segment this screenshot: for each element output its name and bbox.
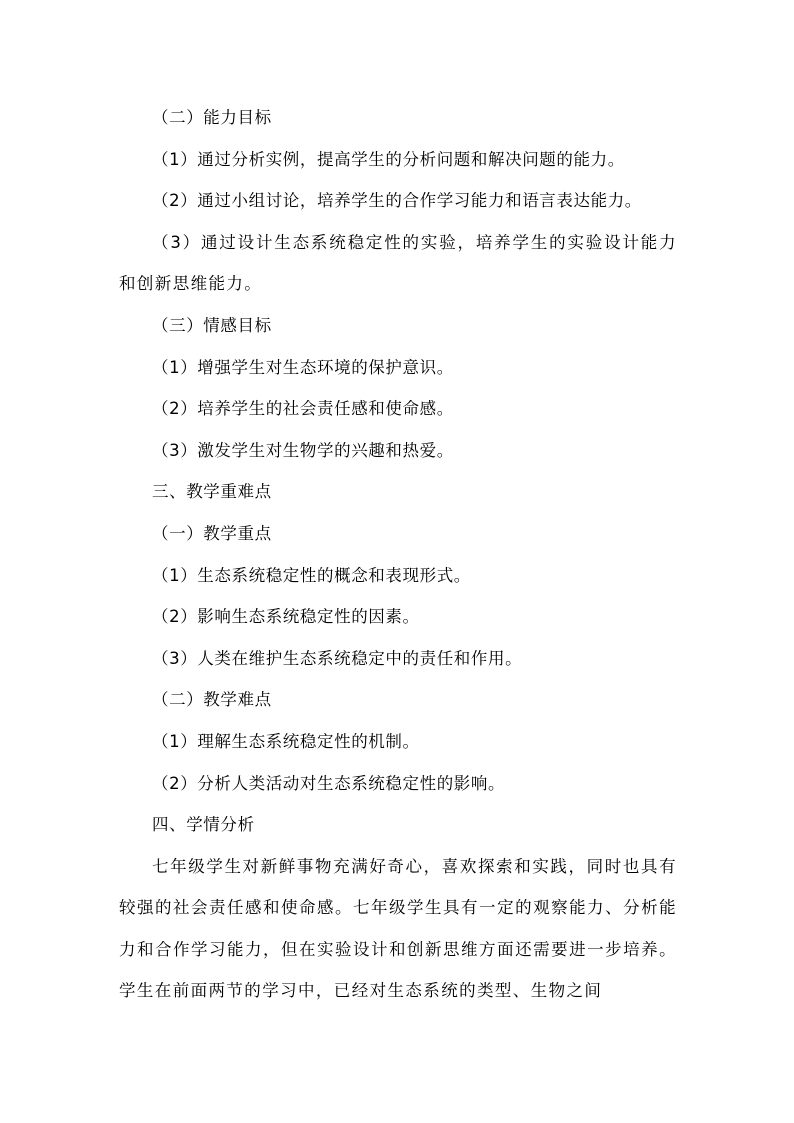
ability-goal-1: （1）通过分析实例，提高学生的分析问题和解决问题的能力。 [152, 149, 625, 169]
emotional-goal-2: （2）培养学生的社会责任感和使命感。 [152, 399, 454, 419]
key-point-1: （1）生态系统稳定性的概念和表现形式。 [152, 565, 471, 585]
subheading-key-points: （一）教学重点 [152, 523, 272, 543]
key-point-2: （2）影响生态系统稳定性的因素。 [152, 607, 420, 627]
section-heading-key-difficulties: 三、教学重难点 [152, 482, 272, 502]
subheading-emotional-goals: （三）情感目标 [152, 315, 272, 335]
difficulty-2: （2）分析人类活动对生态系统稳定性的影响。 [152, 773, 506, 793]
subheading-ability-goals: （二）能力目标 [152, 108, 272, 127]
emotional-goal-1: （1）增强学生对生态环境的保护意识。 [152, 357, 454, 377]
subheading-difficulties: （二）教学难点 [152, 690, 272, 710]
section-heading-student-analysis: 四、学情分析 [152, 815, 255, 835]
document-page [119, 97, 677, 1012]
key-point-3: （3）人类在维护生态系统稳定中的责任和作用。 [152, 648, 523, 668]
difficulty-1: （1）理解生态系统稳定性的机制。 [152, 731, 420, 751]
ability-goal-3: （3）通过设计生态系统稳定性的实验，培养学生的实验设计能力和创新思维能力。 [119, 232, 677, 294]
ability-goal-2: （2）通过小组讨论，培养学生的合作学习能力和语言表达能力。 [152, 191, 642, 211]
emotional-goal-3: （3）激发学生对生物学的兴趣和热爱。 [152, 440, 454, 460]
student-analysis-body: 七年级学生对新鲜事物充满好奇心，喜欢探索和实践，同时也具有较强的社会责任感和使命感。七年级学生具有一定的观察能力、分析能力和合作学习能力，但在实验设计和创新思维方面还需要进一步培养。学生在前面两节的学习中，已经对生态系统的类型、生物之间 [119, 856, 677, 1001]
